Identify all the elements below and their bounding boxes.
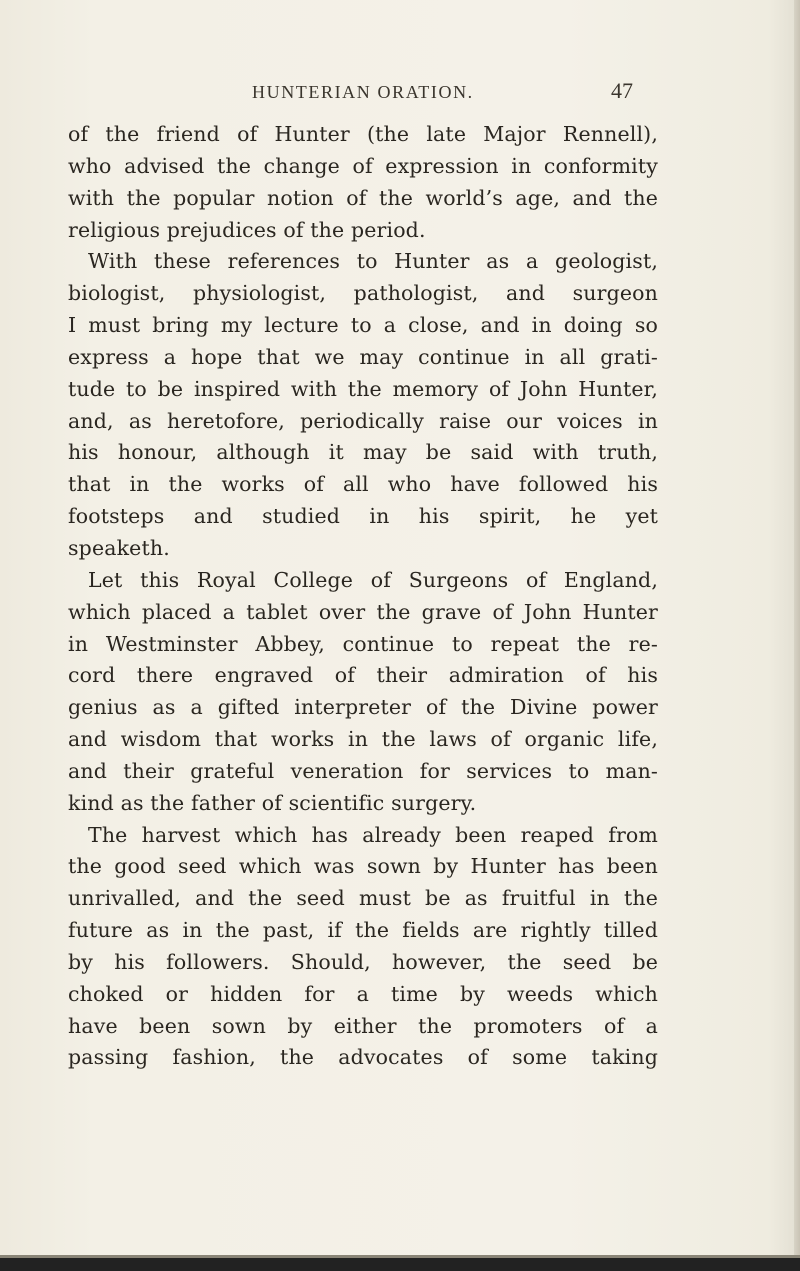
text-line: tude to be inspired with the memory of John Hunter,	[68, 376, 658, 401]
text-line: speaketh.	[68, 535, 170, 560]
text-line: that in the works of all who have followed his	[68, 472, 658, 497]
text-line: religious prejudices of the period.	[68, 217, 426, 242]
page-header	[0, 78, 800, 108]
text-line: choked or hidden for a time by weeds which	[68, 981, 658, 1006]
text-line: by his followers. Should, however, the seed be	[68, 949, 658, 974]
text-line: genius as a gifted interpreter of the Divine power	[68, 695, 658, 720]
text-line: his honour, although it may be said with truth,	[68, 440, 658, 465]
text-line: and, as heretofore, periodically raise our voices in	[68, 408, 658, 433]
page-number: 47	[611, 78, 633, 103]
text-line: I must bring my lecture to a close, and in doing so	[68, 313, 658, 338]
text-line: footsteps and studied in his spirit, he yet	[68, 504, 658, 529]
text-line: the good seed which was sown by Hunter has been	[68, 854, 658, 879]
text-line: kind as the father of scientific surgery.	[68, 790, 477, 815]
text-line: The harvest which has already been reaped from	[88, 822, 658, 847]
text-line: With these references to Hunter as a geologist,	[88, 249, 658, 274]
text-line: have been sown by either the promoters of a	[68, 1013, 658, 1038]
text-line: future as in the past, if the fields are rightly tilled	[68, 918, 658, 943]
text-line: and their grateful veneration for services to man-	[68, 758, 658, 783]
text-line: with the popular notion of the world’s age, and the	[68, 185, 658, 210]
text-line: Let this Royal College of Surgeons of England,	[88, 567, 658, 592]
text-line: unrivalled, and the seed must be as fruitful in the	[68, 886, 658, 911]
text-line: and wisdom that works in the laws of organic life,	[68, 727, 658, 752]
body-text	[68, 119, 658, 1074]
text-line: of the friend of Hunter (the late Major Rennell),	[68, 122, 658, 146]
text-line: express a hope that we may continue in all grati-	[68, 344, 658, 369]
text-line: who advised the change of expression in conformity	[68, 153, 658, 178]
page-edge-shadow	[794, 0, 800, 1271]
text-line: in Westminster Abbey, continue to repeat the re-	[68, 631, 658, 656]
text-line: biologist, physiologist, pathologist, and surgeon	[68, 281, 658, 306]
text-line: passing fashion, the advocates of some taking	[68, 1045, 658, 1070]
running-head: HUNTERIAN ORATION.	[252, 82, 474, 102]
text-line: which placed a tablet over the grave of John Hunter	[68, 599, 658, 624]
bottom-scan-border	[0, 1258, 800, 1271]
text-line: cord there engraved of their admiration of his	[68, 663, 658, 688]
